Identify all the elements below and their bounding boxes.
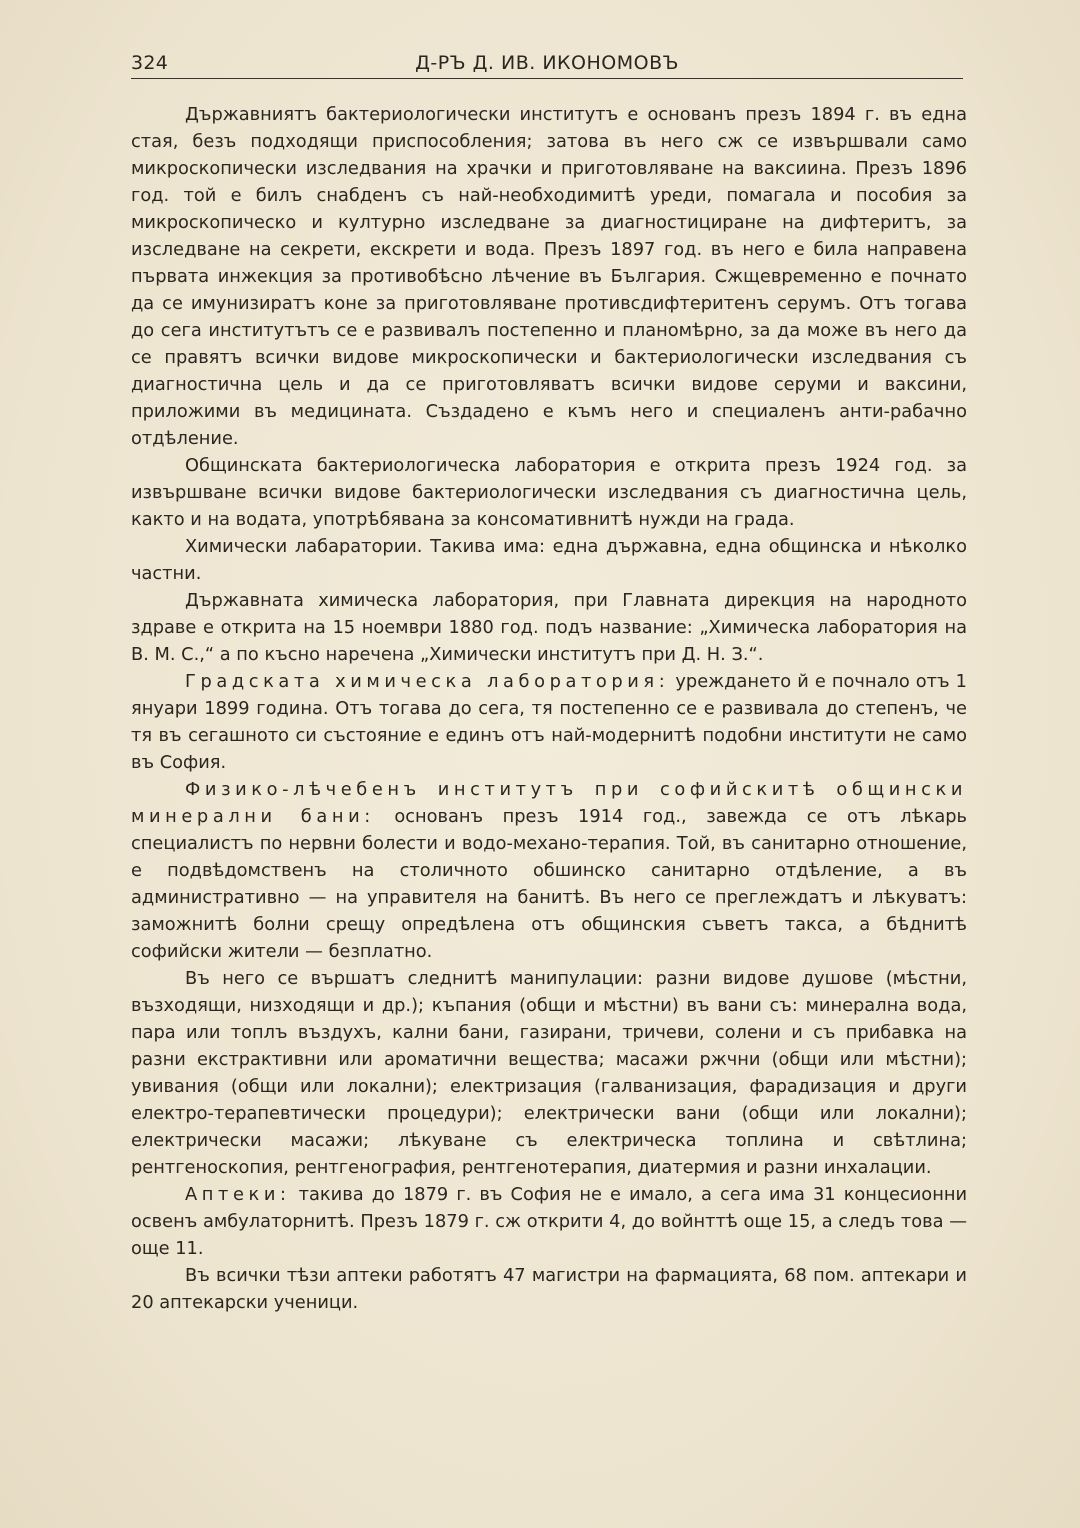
page-body bbox=[131, 101, 967, 1316]
paragraph-lead: Градската химическа лаборатория: bbox=[185, 671, 670, 692]
paragraph-pharmacy-staff: Въ всички тѣзи аптеки работятъ 47 магистри на фармацията, 68 пом. аптекари и 20 аптекарски ученици. bbox=[131, 1265, 967, 1313]
paragraph-city-chemical-lab: Градската химическа лаборатория: уреждането й е почнало отъ 1 януари 1899 година. Отъ тогава до сега, тя постепенно се е развивала до степенъ, че тя въ сегашното си състояние е единъ отъ най-модернитѣ подобни институти не само въ София. bbox=[131, 671, 967, 773]
paragraph-chemical-labs: Химически лабаратории. Такива има: една държавна, една общинска и нѣколко частни. bbox=[131, 536, 967, 584]
paragraph-procedures: Въ него се вършатъ следнитѣ манипулации: разни видове душове (мѣстни, възходящи, низходящи и др.); къпания (общи и мѣстни) въ вани съ: минерална вода, пара или топлъ въздухъ, кални бани, газирани, тричеви, солени и съ прибавка на разни екстрактивни или ароматични вещества; масажи ржчни (общи или мѣстни); увивания (общи или локални); електризация (галванизация, фарадизация и други електро-терапевтически процедури); електрически вани (общи или локални); електрически масажи; лѣкуване съ електрическа топлина и свѣтлина; рентгеноскопия, рентгенография, рентгенотерапия, диатермия и разни инхалации. bbox=[131, 968, 967, 1178]
running-head: Д-РЪ Д. ИВ. ИКОНОМОВЪ bbox=[415, 52, 679, 74]
page-number: 324 bbox=[131, 52, 169, 74]
paragraph-pharmacies: Аптеки: такива до 1879 г. въ София не е имало, а сега има 31 концесионни освенъ амбулаторнитѣ. Презъ 1879 г. сж открити 4, до войнттѣ още 15, а следъ това — още 11. bbox=[131, 1184, 967, 1259]
paragraph-physiotherapy-institute: Физико-лѣчебенъ институтъ при софийскитѣ общински минерални бани: основанъ презъ 1914 год., завежда се отъ лѣкарь специалистъ по нервни болести и водо-механо-терапия. Той, въ санитарно отношение, е подвѣдомственъ на столичното обшинско санитарно отдѣление, а въ административно — на управителя на банитѣ. Въ него се преглеждатъ и лѣкуватъ: заможнитѣ болни срещу опредѣлена отъ общинския съветъ такса, а бѣднитѣ софийски жители — безплатно. bbox=[131, 779, 968, 962]
paragraph-lead: Аптеки: bbox=[185, 1184, 291, 1205]
paragraph-state-chemical-lab: Държавната химическа лаборатория, при Главната дирекция на народното здраве е открита на 15 ноември 1880 год. подъ название: „Химическа лаборатория на В. М. С.,“ а по късно наречена „Химически институтъ при Д. Н. З.“. bbox=[131, 590, 967, 665]
paragraph-lead: Физико-лѣчебенъ институтъ при софийскитѣ общински минерални бани: bbox=[131, 779, 967, 827]
paragraph-municipal-bacteriology-lab: Общинската бактериологическа лаборатория е открита презъ 1924 год. за извършване всички видове бактериологически изследвания съ диагностична цель, както и на водата, употрѣбявана за консомативнитѣ нужди на града. bbox=[131, 455, 967, 530]
page-header bbox=[131, 48, 963, 79]
paragraph-state-bacteriology-institute: Държавниятъ бактериологически институтъ е основанъ презъ 1894 г. въ една стая, безъ подходящи приспособления; затова въ него сж се извършвали само микроскопически изследвания на храчки и приготовляване на ваксиина. Презъ 1896 год. той е билъ снабденъ съ най-необходимитѣ уреди, помагала и пособия за микроскопическо и културно изследване за диагностициране на дифтеритъ, за изследване на секрети, екскрети и вода. Презъ 1897 год. въ него е била направена първата инжекция за противобѣсно лѣчение въ България. Сжщевременно е почнато да се имунизиратъ коне за приготовляване противсдифтеритенъ серумъ. Отъ тогава до сега институтътъ се е развивалъ постепенно и планомѣрно, за да може въ него да се правятъ всички видове микроскопически и бактериологически изследвания съ диагностична цель и да се приготовляватъ всички видове серуми и ваксини, приложими въ медицината. Създадено е къмъ него и специаленъ анти-рабачно отдѣление. bbox=[131, 104, 967, 449]
